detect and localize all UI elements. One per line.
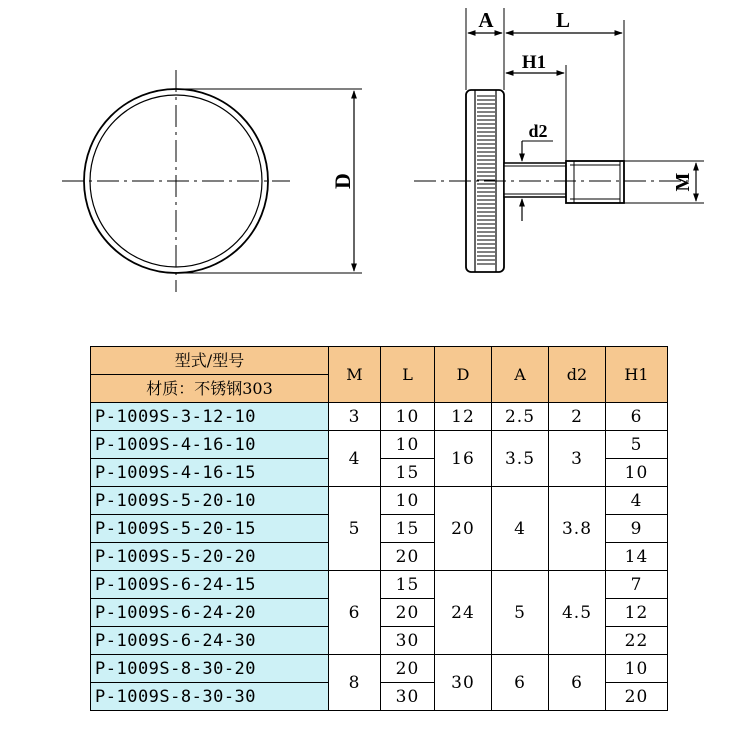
label-M: M (672, 172, 694, 192)
model-cell: P-1009S-5-20-20 (91, 543, 329, 571)
model-cell: P-1009S-8-30-30 (91, 683, 329, 711)
header-material: 材质：不锈钢303 (91, 374, 328, 402)
a-cell: 4 (492, 487, 549, 571)
table-row (91, 571, 668, 599)
label-D: D (330, 173, 355, 189)
d-cell: 12 (435, 403, 492, 431)
model-cell: P-1009S-3-12-10 (91, 403, 329, 431)
header-model-title: 型式/型号 (174, 351, 245, 370)
model-cell: P-1009S-6-24-30 (91, 627, 329, 655)
model-cell: P-1009S-5-20-15 (91, 515, 329, 543)
d-cell: 16 (435, 431, 492, 487)
a-cell: 2.5 (492, 403, 549, 431)
header-col-a: A (492, 347, 549, 403)
h1-cell: 12 (606, 599, 668, 627)
h1-cell: 7 (606, 571, 668, 599)
h1-cell: 20 (606, 683, 668, 711)
l-cell: 30 (381, 627, 435, 655)
h1-cell: 10 (606, 459, 668, 487)
d-cell: 24 (435, 571, 492, 655)
table-row (91, 655, 668, 683)
l-cell: 20 (381, 655, 435, 683)
m-cell: 5 (329, 487, 381, 571)
model-cell: P-1009S-4-16-10 (91, 431, 329, 459)
m-cell: 3 (329, 403, 381, 431)
l-cell: 20 (381, 543, 435, 571)
header-col-d: D (435, 347, 492, 403)
d2-cell: 3 (549, 431, 606, 487)
h1-cell: 4 (606, 487, 668, 515)
model-cell: P-1009S-6-24-20 (91, 599, 329, 627)
front-view (62, 70, 362, 292)
header-col-h1: H1 (606, 347, 668, 403)
table-header-row (91, 347, 668, 403)
l-cell: 30 (381, 683, 435, 711)
d2-cell: 4.5 (549, 571, 606, 655)
l-cell: 10 (381, 431, 435, 459)
header-col-m: M (329, 347, 381, 403)
table-row (91, 487, 668, 515)
d-cell: 30 (435, 655, 492, 711)
thread-section (566, 161, 624, 203)
m-cell: 8 (329, 655, 381, 711)
l-cell: 20 (381, 599, 435, 627)
l-cell: 10 (381, 403, 435, 431)
d-cell: 20 (435, 487, 492, 571)
label-H1: H1 (521, 52, 547, 73)
label-L: L (555, 8, 571, 32)
m-cell: 6 (329, 571, 381, 655)
model-cell: P-1009S-5-20-10 (91, 487, 329, 515)
d2-cell: 3.8 (549, 487, 606, 571)
header-col-l: L (381, 347, 435, 403)
a-cell: 6 (492, 655, 549, 711)
h1-cell: 5 (606, 431, 668, 459)
h1-cell: 14 (606, 543, 668, 571)
l-cell: 15 (381, 459, 435, 487)
label-d2: d2 (528, 121, 548, 141)
a-cell: 3.5 (492, 431, 549, 487)
l-cell: 15 (381, 571, 435, 599)
table-row (91, 403, 668, 431)
d2-cell: 6 (549, 655, 606, 711)
model-cell: P-1009S-6-24-15 (91, 571, 329, 599)
h1-cell: 6 (606, 403, 668, 431)
header-col-d2: d2 (549, 347, 606, 403)
spec-table (90, 346, 668, 711)
technical-drawing (0, 0, 750, 320)
m-cell: 4 (329, 431, 381, 487)
knob-neck (504, 163, 568, 197)
model-cell: P-1009S-8-30-20 (91, 655, 329, 683)
h1-cell: 22 (606, 627, 668, 655)
a-cell: 5 (492, 571, 549, 655)
model-cell: P-1009S-4-16-15 (91, 459, 329, 487)
side-view (414, 8, 704, 272)
d2-cell: 2 (549, 403, 606, 431)
l-cell: 15 (381, 515, 435, 543)
table-row (91, 431, 668, 459)
l-cell: 10 (381, 487, 435, 515)
h1-cell: 10 (606, 655, 668, 683)
h1-cell: 9 (606, 515, 668, 543)
label-A: A (478, 8, 494, 32)
header-model-cell (91, 347, 329, 403)
